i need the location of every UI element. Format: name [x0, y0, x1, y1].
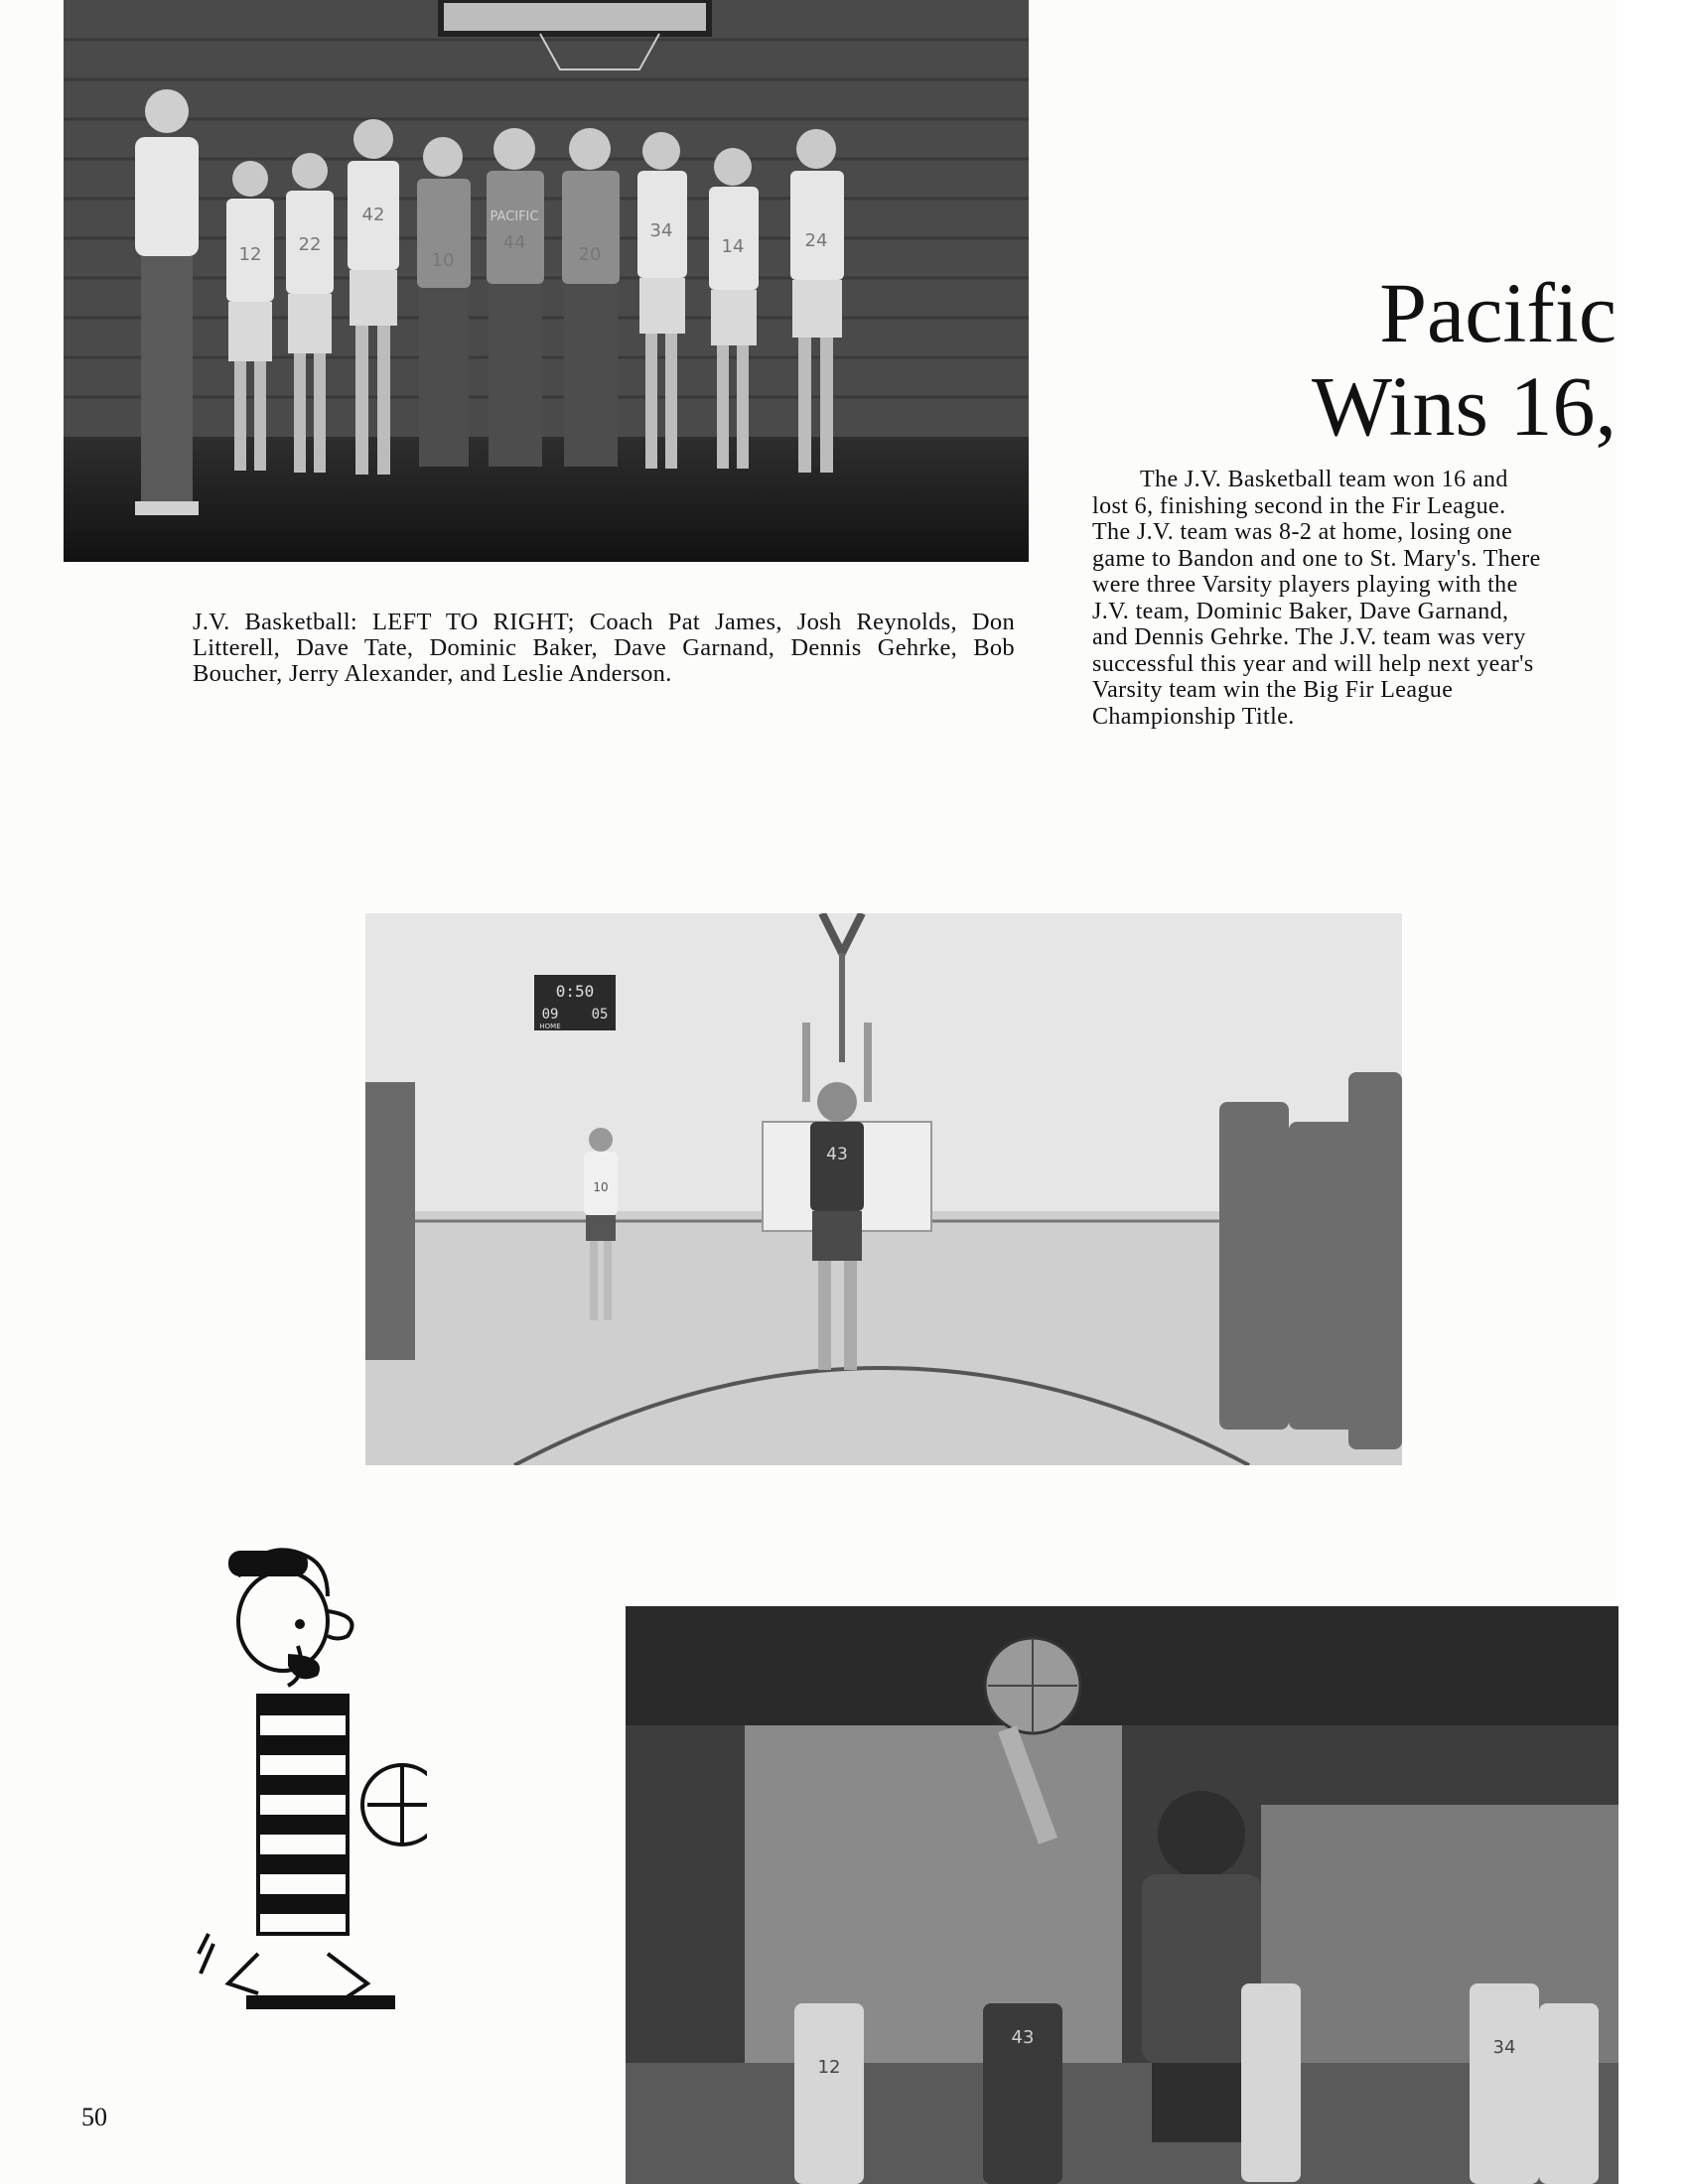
opponent-number: 10	[593, 1180, 609, 1194]
team-photo-caption: J.V. Basketball: LEFT TO RIGHT; Coach Pat James, Josh Reynolds, Don Litterell, Dave Tate, Dominic Baker, Dave Garnand, Dennis Gehrke, Bob Boucher, Jerry Alexander, and Leslie Anderson.	[193, 609, 1015, 687]
jersey-number: 22	[298, 234, 322, 255]
scoreboard	[534, 975, 616, 1030]
page-edge	[1617, 0, 1688, 2184]
scoreboard-visitor-score: 05	[591, 1007, 609, 1023]
jersey-number: 24	[804, 230, 828, 251]
jersey-number: 14	[721, 236, 745, 257]
page-number: 50	[81, 2103, 107, 2131]
jersey-number: 12	[238, 244, 262, 265]
scoreboard-home-score: 09	[541, 1007, 559, 1023]
layup-photo	[626, 1606, 1618, 2184]
pirate-mascot-illustration	[189, 1537, 427, 2013]
jersey-text: PACIFIC	[490, 209, 539, 224]
jersey-number: 34	[649, 220, 673, 241]
scoreboard-time: 0:50	[555, 982, 595, 1001]
jersey-number: 20	[578, 244, 602, 265]
scoreboard-home-label: HOME	[539, 1023, 561, 1030]
player-number: 12	[817, 2057, 841, 2078]
coach-figure	[135, 89, 199, 515]
jersey-number: 10	[431, 250, 455, 271]
shooter-number: 43	[826, 1145, 848, 1164]
headline-line-2: Wins 16,	[1311, 358, 1617, 454]
player-number: 34	[1492, 2037, 1516, 2058]
headline-line-1: Pacific	[1379, 265, 1617, 360]
page-headline	[1160, 266, 1617, 453]
freethrow-photo	[365, 913, 1402, 1465]
team-photo	[64, 0, 1029, 562]
jersey-number: 44	[502, 232, 526, 253]
jersey-number: 42	[361, 205, 385, 225]
player-number: 43	[1011, 2027, 1035, 2048]
story-text: The J.V. Basketball team won 16 and lost 6, finishing second in the Fir League. The J.V. team was 8-2 at home, losing one game to Bandon and one to St. Mary's. There were three Varsity players playing with the J.V. team, Dominic Baker, Dave Garnand, and Dennis Gehrke. The J.V. team was very successful this year and will help next year's Varsity team win the Big Fir League Championship Title.	[1092, 467, 1541, 730]
